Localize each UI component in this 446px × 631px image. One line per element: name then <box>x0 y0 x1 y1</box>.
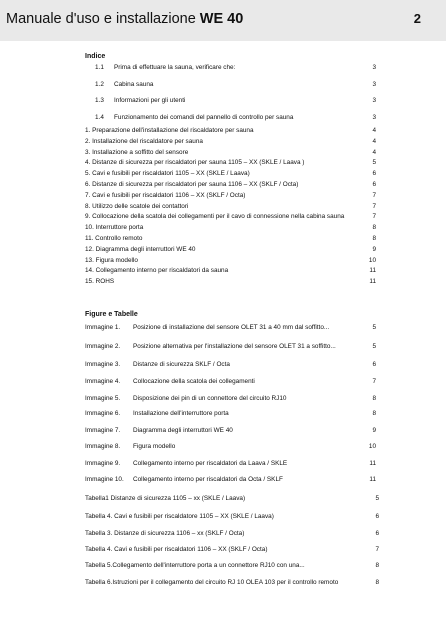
toc-entry-text: 14. Collegamento interno per riscaldatori da sauna <box>85 267 229 275</box>
toc-page-number: 5 <box>372 343 376 350</box>
toc-row[interactable] <box>0 235 446 244</box>
toc-entry-text: Informazioni per gli utenti <box>114 97 186 104</box>
toc-page-number: 7 <box>372 191 376 199</box>
toc-row[interactable] <box>0 513 446 522</box>
toc-entry-text: 1. Preparazione dell'installazione del riscaldatore per sauna <box>85 127 254 134</box>
toc-page-number: 6 <box>372 181 376 188</box>
toc-page-number: 8 <box>375 562 379 569</box>
toc-page-number: 7 <box>372 213 376 221</box>
toc-row[interactable] <box>0 257 446 266</box>
toc-entry-text: 8. Utilizzo delle scatole dei contattori <box>85 202 189 210</box>
figure-label: Immagine 5. <box>85 395 121 402</box>
toc-entry-text: Tabella1 Distanze di sicurezza 1105 – xx (SKLE / Laava) <box>85 495 246 502</box>
toc-entry-text: 3. Installazione a soffitto del sensore <box>85 148 189 156</box>
toc-page-number: 7 <box>372 378 376 385</box>
toc-entry-text: Tabella 3. Distanze di sicurezza 1106 – xx (SKLF / Octa) <box>85 530 245 537</box>
toc-row[interactable] <box>0 361 446 370</box>
toc-page-number: 3 <box>372 114 376 121</box>
toc-entry-text: 6. Distanze di sicurezza per riscaldatori per sauna 1106 – XX (SKLF / Octa) <box>85 181 299 188</box>
toc-row[interactable] <box>0 410 446 419</box>
toc-page-number: 6 <box>372 170 376 178</box>
toc-page-number: 8 <box>375 579 379 586</box>
document-title <box>6 11 243 27</box>
toc-page-number: 6 <box>375 530 379 537</box>
figure-label: Immagine 4. <box>85 378 121 385</box>
toc-entry-text: Figura modello <box>133 443 176 450</box>
figure-label: Immagine 3. <box>85 361 121 368</box>
figure-label: Immagine 10. <box>85 476 124 483</box>
toc-row[interactable] <box>0 97 446 106</box>
figure-label: Immagine 7. <box>85 427 121 434</box>
toc-page-number: 8 <box>372 235 376 242</box>
index-title: Indice <box>85 53 106 60</box>
page-header <box>0 0 446 41</box>
toc-entry-text: 10. Interruttore porta <box>85 224 144 232</box>
toc-entry-text: 13. Figura modello <box>85 256 138 264</box>
toc-entry-text: 9. Collocazione della scatola dei collegamenti per il cavo di connessione nella cabina sauna <box>85 213 345 221</box>
toc-row[interactable] <box>0 343 446 352</box>
figure-label: Immagine 8. <box>85 443 121 450</box>
toc-entry-text: 15. ROHS <box>85 278 115 286</box>
toc-row[interactable] <box>0 562 446 571</box>
toc-entry-text: Funzionamento dei comandi del pannello di controllo per sauna <box>114 114 294 121</box>
toc-number: 1.2 <box>95 81 104 88</box>
toc-row[interactable] <box>0 378 446 387</box>
toc-row[interactable] <box>0 476 446 485</box>
toc-row[interactable] <box>0 138 446 147</box>
model-name: WE 40 <box>199 11 244 27</box>
toc-row[interactable] <box>0 267 446 276</box>
toc-page-number: 10 <box>368 256 376 264</box>
toc-page-number: 11 <box>369 278 376 286</box>
figures-title: Figure e Tabelle <box>85 311 138 318</box>
toc-entry-text: Diagramma degli interruttori WE 40 <box>133 427 233 434</box>
toc-row[interactable] <box>0 443 446 452</box>
toc-entry-text: Collegamento interno per riscaldatori da Octa / SKLF <box>133 476 283 483</box>
toc-entry-text: Disposizione dei pin di un connettore del circuito RJ10 <box>133 395 287 402</box>
toc-row[interactable] <box>0 395 446 404</box>
toc-entry-text: Tabella 6.Istruzioni per il collegamento del circuito RJ 10 OLEA 103 per il controllo remoto <box>85 579 339 586</box>
figure-label: Immagine 1. <box>85 324 121 331</box>
toc-entry-text: 4. Distanze di sicurezza per riscaldatori per sauna 1105 – XX (SKLE / Laava ) <box>85 159 305 167</box>
toc-page-number: 5 <box>372 159 376 167</box>
toc-entry-text: Tabella 4. Cavi e fusibili per riscaldatori 1106 – XX (SKLF / Octa) <box>85 546 268 553</box>
toc-entry-text: Posizione di installazione del sensore OLET 31 a 40 mm dal soffitto... <box>133 324 330 331</box>
toc-row[interactable] <box>0 159 446 168</box>
toc-entry-text: 5. Cavi e fusibili per riscaldatori 1105 – XX (SKLE / Laava) <box>85 170 250 178</box>
toc-row[interactable] <box>0 81 446 90</box>
document-title-text: Manuale d'uso e installazione <box>6 11 196 27</box>
toc-page-number: 5 <box>372 324 376 331</box>
toc-page-number: 3 <box>372 97 376 104</box>
toc-page-number: 7 <box>372 202 376 210</box>
toc-row[interactable] <box>0 278 446 287</box>
toc-page-number: 7 <box>375 546 379 553</box>
toc-row[interactable] <box>0 546 446 555</box>
toc-page-number: 8 <box>372 224 376 232</box>
toc-entry-text: Tabella 5.Collegamento dell'interruttore porta a un connettore RJ10 con una... <box>85 562 305 569</box>
toc-row[interactable] <box>0 224 446 233</box>
toc-row[interactable] <box>0 460 446 469</box>
toc-number: 1.3 <box>95 97 104 104</box>
toc-page-number: 5 <box>375 495 379 502</box>
toc-row[interactable] <box>0 114 446 123</box>
toc-page-number: 8 <box>372 395 376 402</box>
toc-page-number: 6 <box>372 361 376 368</box>
figure-label: Immagine 2. <box>85 343 121 350</box>
figure-label: Immagine 6. <box>85 410 121 417</box>
toc-row[interactable] <box>0 530 446 539</box>
toc-entry-text: Distanze di sicurezza SKLF / Octa <box>133 361 230 368</box>
toc-row[interactable] <box>0 64 446 73</box>
toc-row[interactable] <box>0 495 446 504</box>
toc-entry-text: Collegamento interno per riscaldatori da Laava / SKLE <box>133 460 288 467</box>
toc-entry-text: Tabella 4. Cavi e fusibili per riscaldatore 1105 – XX (SKLE / Laava) <box>85 513 274 520</box>
toc-entry-text: 12. Diagramma degli interruttori WE 40 <box>85 245 196 253</box>
toc-page-number: 9 <box>372 245 376 253</box>
toc-page-number: 4 <box>372 148 376 156</box>
toc-row[interactable] <box>0 192 446 201</box>
toc-row[interactable] <box>0 181 446 190</box>
toc-row[interactable] <box>0 203 446 212</box>
toc-row[interactable] <box>0 213 446 222</box>
toc-row[interactable] <box>0 246 446 255</box>
toc-page-number: 4 <box>372 127 376 134</box>
toc-page-number: 11 <box>369 267 376 275</box>
toc-entry-text: Cabina sauna <box>114 81 154 88</box>
toc-page-number: 4 <box>372 137 376 145</box>
page-number: 2 <box>413 11 421 26</box>
toc-number: 1.4 <box>95 114 104 121</box>
toc-entry-text: 11. Controllo remoto <box>85 235 143 242</box>
toc-entry-text: 7. Cavi e fusibili per riscaldatori 1106 – XX (SKLF / Octa) <box>85 191 246 199</box>
toc-row[interactable] <box>0 427 446 436</box>
toc-row[interactable] <box>0 579 446 588</box>
toc-page-number: 10 <box>368 443 376 450</box>
toc-entry-text: Posizione alternativa per l'installazione del sensore OLET 31 a soffitto... <box>133 343 336 350</box>
toc-row[interactable] <box>0 324 446 333</box>
toc-row[interactable] <box>0 149 446 158</box>
toc-row[interactable] <box>0 127 446 136</box>
toc-number: 1.1 <box>95 64 104 71</box>
toc-page-number: 9 <box>372 427 376 434</box>
toc-entry-text: 2. Installazione del riscaldatore per sauna <box>85 137 203 145</box>
toc-page-number: 11 <box>369 460 376 467</box>
toc-page-number: 6 <box>375 513 379 520</box>
toc-row[interactable] <box>0 170 446 179</box>
toc-page-number: 3 <box>372 81 376 88</box>
toc-entry-text: Prima di effettuare la sauna, verificare che: <box>114 64 236 71</box>
toc-page-number: 3 <box>372 64 376 71</box>
figure-label: Immagine 9. <box>85 460 121 467</box>
toc-entry-text: Installazione dell'interruttore porta <box>133 410 229 417</box>
toc-page-number: 8 <box>372 410 376 417</box>
toc-entry-text: Collocazione della scatola dei collegamenti <box>133 378 255 385</box>
toc-page-number: 11 <box>369 476 376 483</box>
